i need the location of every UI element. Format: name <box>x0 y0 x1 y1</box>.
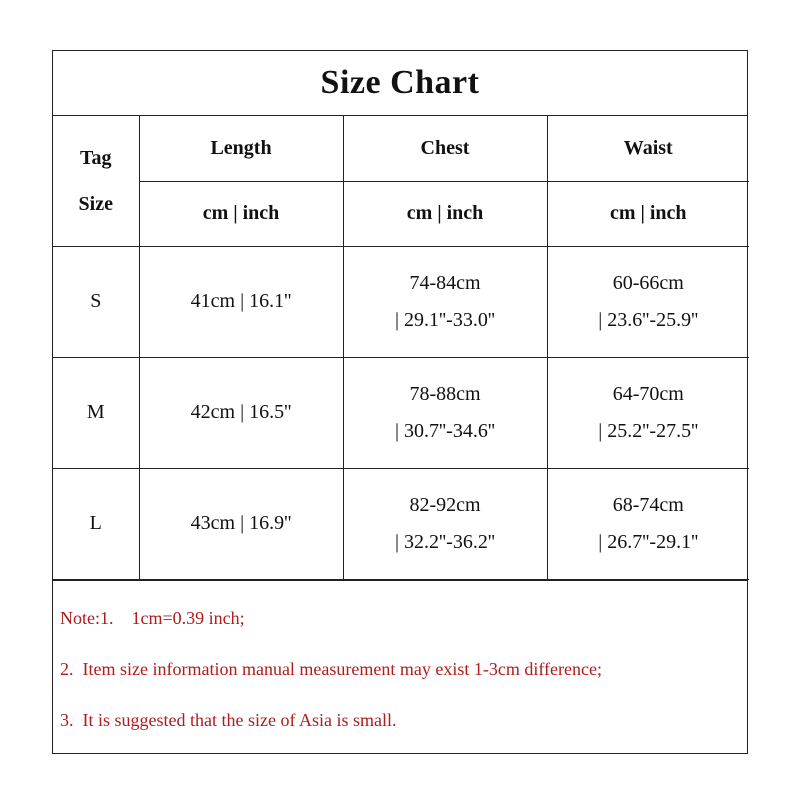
size-cell: M <box>53 357 139 468</box>
chest-cm: 78-88cm <box>409 382 481 405</box>
length-cell: 42cm | 16.5'' <box>139 357 343 468</box>
waist-cm: 68-74cm <box>612 493 684 516</box>
size-cell: S <box>53 246 139 357</box>
tag-size-header-line-2: Size <box>78 192 113 215</box>
chest-cell <box>343 468 547 579</box>
note-line: Note:1. 1cm=0.39 inch; <box>60 607 245 628</box>
waist-inch: | 23.6''-25.9'' <box>598 308 699 331</box>
header-row <box>53 116 749 181</box>
waist-inch: | 26.7''-29.1'' <box>598 530 699 553</box>
note-line: 2. Item size information manual measurement may exist 1-3cm difference; <box>60 658 602 679</box>
chest-cell <box>343 246 547 357</box>
waist-cm: 60-66cm <box>612 271 684 294</box>
chest-inch: | 32.2''-36.2'' <box>394 530 496 553</box>
size-table <box>53 116 749 580</box>
tag-size-header-line-1: Tag <box>79 146 112 169</box>
size-chart <box>52 50 748 754</box>
waist-inch: | 25.2''-27.5'' <box>598 419 699 442</box>
size-cell: L <box>53 468 139 579</box>
table-row <box>53 468 749 579</box>
waist-cm: 64-70cm <box>612 382 684 405</box>
chest-cm: 74-84cm <box>409 271 481 294</box>
waist-units: cm | inch <box>547 181 749 246</box>
chest-units: cm | inch <box>343 181 547 246</box>
chest-header: Chest <box>343 116 547 181</box>
waist-cell <box>547 246 749 357</box>
tag-size-header <box>53 116 139 246</box>
units-row <box>53 181 749 246</box>
length-cell: 43cm | 16.9'' <box>139 468 343 579</box>
table-row <box>53 246 749 357</box>
chest-inch: | 29.1''-33.0'' <box>394 308 496 331</box>
notes-section <box>53 580 747 756</box>
table-row <box>53 357 749 468</box>
waist-cell <box>547 468 749 579</box>
waist-header: Waist <box>547 116 749 181</box>
length-units: cm | inch <box>139 181 343 246</box>
chart-title: Size Chart <box>53 51 747 116</box>
length-header: Length <box>139 116 343 181</box>
length-cell: 41cm | 16.1'' <box>139 246 343 357</box>
chest-cm: 82-92cm <box>409 493 481 516</box>
note-line: 3. It is suggested that the size of Asia is small. <box>60 709 397 730</box>
chest-cell <box>343 357 547 468</box>
chest-inch: | 30.7''-34.6'' <box>394 419 496 442</box>
waist-cell <box>547 357 749 468</box>
